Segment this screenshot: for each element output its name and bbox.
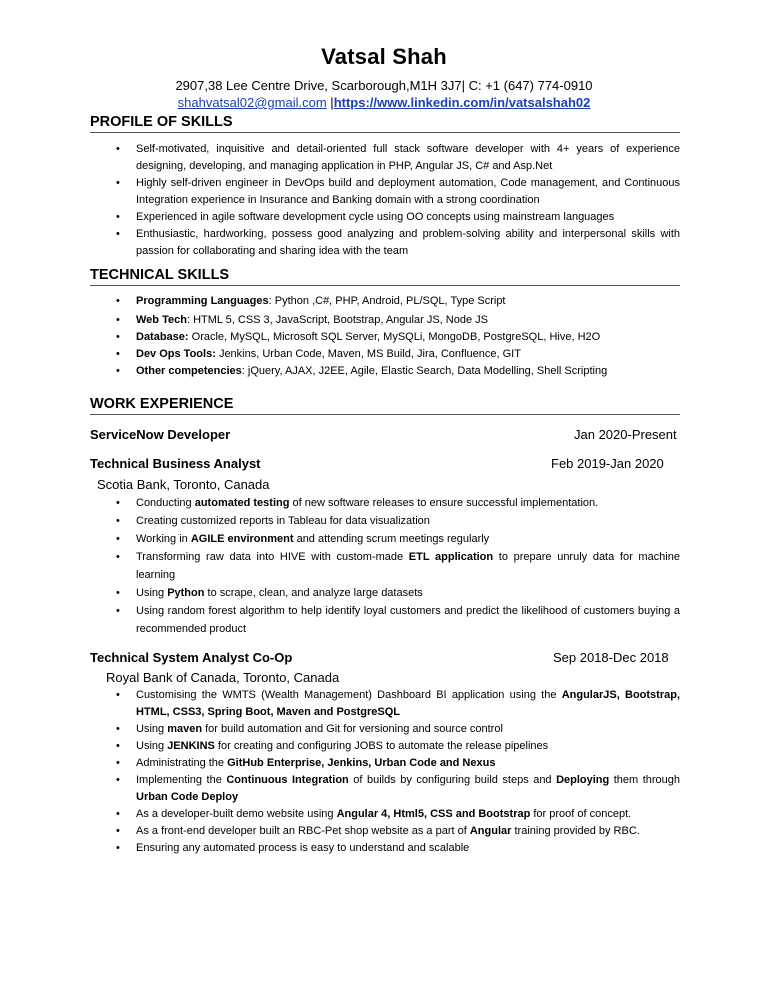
skill-sep: : <box>186 314 194 326</box>
text-bold: automated testing <box>194 497 290 509</box>
text-bold: Angular <box>469 825 512 837</box>
email-link[interactable]: shahvatsal02@gmail.com <box>177 95 327 110</box>
skill-text: jQuery, AJAX, J2EE, Agile, Elastic Search, Data Modelling, Shell Scripting <box>247 365 608 377</box>
list-item <box>90 494 680 512</box>
text: As a developer-built demo website using <box>136 808 337 820</box>
text-bold: Deploying <box>556 774 610 786</box>
text-bold: Angular 4, Html5, CSS and Bootstrap <box>336 808 531 820</box>
text-bold: GitHub Enterprise, Jenkins, Urban Code and Nexus <box>227 757 496 769</box>
list-item <box>90 772 680 806</box>
text: Customising the WMTS (Wealth Management) Dashboard BI application using the <box>136 689 562 701</box>
list-item: • Highly self-driven engineer in DevOps build and deployment automation, Code management, and Continuous Integration experience in Insurance and Banking domain with a strong coordination <box>90 175 680 209</box>
section-technical-title: TECHNICAL SKILLS <box>90 267 680 286</box>
contact-line: 2907,38 Lee Centre Drive, Scarborough,M1H 3J7| C: +1 (647) 774-0910 <box>175 78 593 93</box>
text: to scrape, clean, and analyze large datasets <box>204 587 423 599</box>
list-item <box>90 329 680 346</box>
job-date-business-analyst: Feb 2019-Jan 2020 <box>551 456 664 471</box>
text: Working in <box>136 533 191 545</box>
text: for build automation and Git for versioning and source control <box>202 723 503 735</box>
candidate-name: Vatsal Shah <box>321 44 447 69</box>
text-bold: ETL application <box>408 551 494 563</box>
skill-text: Python ,C#, PHP, Android, PL/SQL, Type Script <box>274 295 506 307</box>
text: of new software releases to ensure successful implementation. <box>289 497 599 509</box>
job-date-system-analyst: Sep 2018-Dec 2018 <box>553 650 669 665</box>
section-profile-title: PROFILE OF SKILLS <box>90 114 680 133</box>
text-bold: AngularJS, Bootstrap, HTML, CSS3, Spring Boot, Maven and PostgreSQL <box>136 689 681 718</box>
job2-list <box>90 494 680 638</box>
list-item <box>90 823 680 840</box>
text: Implementing the <box>136 774 227 786</box>
text: Using <box>136 723 168 735</box>
list-item <box>90 755 680 772</box>
list-item <box>90 293 680 310</box>
text-bold: JENKINS <box>167 740 215 752</box>
text-bold: AGILE environment <box>190 533 294 545</box>
list-item <box>90 721 680 738</box>
skill-text: Oracle, MySQL, Microsoft SQL Server, MySQLi, MongoDB, PostgreSQL, Hive, H2O <box>191 331 601 343</box>
text: for creating and configuring JOBS to automate the release pipelines <box>214 740 549 752</box>
skill-label: Dev Ops Tools: <box>136 348 216 360</box>
linkedin-link[interactable]: https://www.linkedin.com/in/vatsalshah02 <box>333 95 591 110</box>
text: Using random forest algorithm to help identify loyal customers and predict the likelihood of customers buying a recommended product <box>136 605 680 635</box>
list-item: • Enthusiastic, hardworking, possess good analyzing and problem-solving ability and interpersonal skills with passion for collaborating and sharing idea with the team <box>90 226 680 260</box>
text-bold: Python <box>167 587 205 599</box>
list-item <box>90 512 680 530</box>
list-item <box>90 584 680 602</box>
text-bold: Urban Code Deploy <box>136 791 239 803</box>
text: Creating customized reports in Tableau for data visualization <box>136 515 430 527</box>
list-item <box>90 687 680 721</box>
list-item <box>90 840 680 857</box>
job-title-servicenow: ServiceNow Developer <box>90 427 231 442</box>
list-item <box>90 530 680 548</box>
text: for proof of concept. <box>530 808 632 820</box>
text: to prepare unruly data for machine learning <box>136 551 680 581</box>
links-line <box>0 95 768 110</box>
text-bold: Continuous Integration <box>226 774 349 786</box>
section-work-title: WORK EXPERIENCE <box>90 396 680 415</box>
profile-list <box>90 141 680 260</box>
list-item <box>90 602 680 638</box>
list-item <box>90 346 680 363</box>
list-item <box>90 738 680 755</box>
job-date-servicenow: Jan 2020-Present <box>574 427 677 442</box>
skill-label: Programming Languages <box>136 295 269 307</box>
company-scotia: Scotia Bank, Toronto, Canada <box>97 477 270 492</box>
list-item: • Experienced in agile software development cycle using OO concepts using mainstream languages <box>90 209 680 226</box>
text: As a front-end developer built an RBC-Pet shop website as a part of <box>136 825 470 837</box>
text: Conducting <box>136 497 195 509</box>
list-item: • Self-motivated, inquisitive and detail-oriented full stack software developer with 4+ years of experience designing, developing, and managing application in PHP, Angular JS, C# and Asp.Net <box>90 141 680 175</box>
skill-text: HTML 5, CSS 3, JavaScript, Bootstrap, Angular JS, Node JS <box>193 314 488 326</box>
technical-list <box>90 293 680 380</box>
text: Ensuring any automated process is easy to understand and scalable <box>136 842 470 854</box>
text: training provided by RBC. <box>511 825 640 837</box>
job3-list <box>90 687 680 857</box>
skill-sep: : <box>268 295 275 307</box>
skill-label: Other competencies <box>136 365 242 377</box>
text: Using <box>136 740 168 752</box>
text: Administrating the <box>136 757 228 769</box>
skill-label: Web Tech <box>136 314 187 326</box>
skill-sep: : <box>241 365 248 377</box>
list-item <box>90 548 680 584</box>
skill-label: Database: <box>136 331 189 343</box>
list-item <box>90 363 680 380</box>
job-title-business-analyst: Technical Business Analyst <box>90 456 261 471</box>
company-rbc: Royal Bank of Canada, Toronto, Canada <box>106 670 340 685</box>
job-title-system-analyst: Technical System Analyst Co-Op <box>90 650 293 665</box>
skill-text: Jenkins, Urban Code, Maven, MS Build, Jira, Confluence, GIT <box>218 348 521 360</box>
text: and attending scrum meetings regularly <box>293 533 490 545</box>
text: of builds by configuring build steps and <box>348 774 557 786</box>
text: Transforming raw data into HIVE with custom-made <box>136 551 409 563</box>
text: them through <box>609 774 681 786</box>
list-item <box>90 312 680 329</box>
list-item <box>90 806 680 823</box>
text: Using <box>136 587 168 599</box>
link-separator: | <box>330 95 334 110</box>
text-bold: maven <box>167 723 203 735</box>
